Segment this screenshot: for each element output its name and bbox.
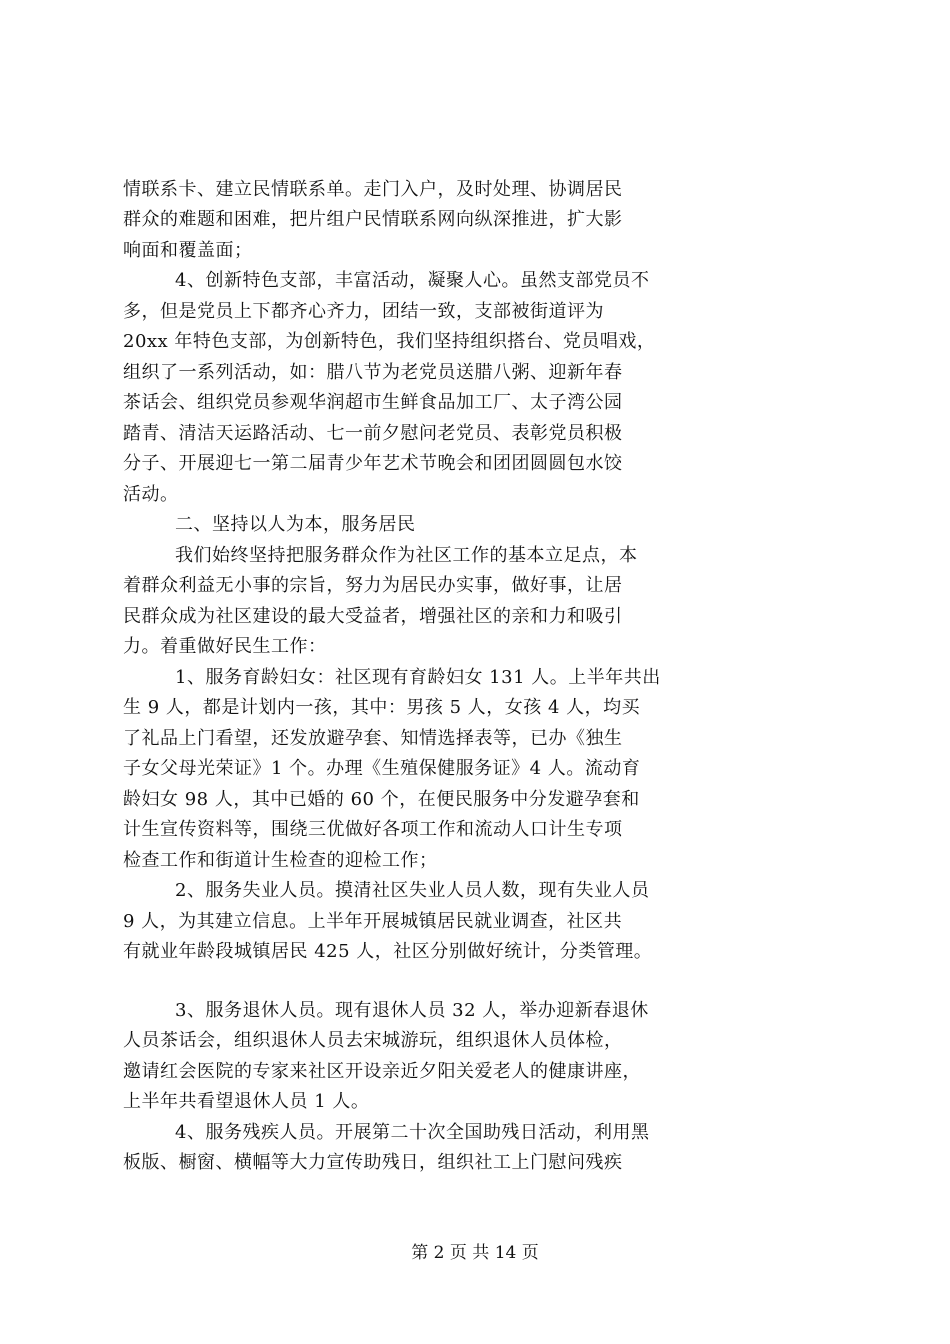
text-line: 人员茶话会，组织退休人员去宋城游玩，组织退休人员体检， <box>123 1030 623 1051</box>
text-line: 群众的难题和困难，把片组户民情联系网向纵深推进，扩大影 <box>123 209 623 230</box>
text-line: 力。着重做好民生工作： <box>123 636 327 657</box>
text-line: 9 人，为其建立信息。上半年开展城镇居民就业调查，社区共 <box>123 911 623 932</box>
text-line: 活动。 <box>123 484 179 505</box>
text-line: 1、服务育龄妇女：社区现有育龄妇女 131 人。上半年共出 <box>175 667 661 688</box>
text-line: 有就业年龄段城镇居民 425 人，社区分别做好统计，分类管理。 <box>123 941 653 962</box>
text-line: 着群众利益无小事的宗旨，努力为居民办实事，做好事，让居 <box>123 575 623 596</box>
text-line: 4、创新特色支部，丰富活动，凝聚人心。虽然支部党员不 <box>175 270 650 291</box>
text-line: 4、服务残疾人员。开展第二十次全国助残日活动，利用黑 <box>175 1122 650 1143</box>
text-line: 龄妇女 98 人，其中已婚的 60 个，在便民服务中分发避孕套和 <box>123 789 640 810</box>
text-line: 踏青、清洁天运路活动、七一前夕慰问老党员、表彰党员积极 <box>123 423 623 444</box>
text-line: 2、服务失业人员。摸清社区失业人员人数，现有失业人员 <box>175 880 650 901</box>
text-line: 响面和覆盖面； <box>123 240 253 261</box>
text-line: 3、服务退休人员。现有退休人员 32 人，举办迎新春退休 <box>175 1000 649 1021</box>
text-line: 子女父母光荣证》1 个。办理《生殖保健服务证》4 人。流动育 <box>123 758 641 779</box>
section-heading: 二、坚持以人为本，服务居民 <box>175 514 416 535</box>
text-line: 民群众成为社区建设的最大受益者，增强社区的亲和力和吸引 <box>123 606 623 627</box>
text-line: 情联系卡、建立民情联系单。走门入户，及时处理、协调居民 <box>123 179 623 200</box>
text-line: 多，但是党员上下都齐心齐力，团结一致，支部被街道评为 <box>123 301 604 322</box>
text-line: 板版、橱窗、横幅等大力宣传助残日，组织社工上门慰问残疾 <box>123 1152 623 1173</box>
text-line: 分子、开展迎七一第二届青少年艺术节晚会和团团圆圆包水饺 <box>123 453 623 474</box>
text-line: 计生宣传资料等，围绕三优做好各项工作和流动人口计生专项 <box>123 819 623 840</box>
text-line: 我们始终坚持把服务群众作为社区工作的基本立足点，本 <box>175 545 638 566</box>
text-line: 茶话会、组织党员参观华润超市生鲜食品加工厂、太子湾公园 <box>123 392 623 413</box>
page-number-footer: 第 2 页 共 14 页 <box>411 1243 539 1263</box>
text-line: 组织了一系列活动，如：腊八节为老党员送腊八粥、迎新年春 <box>123 362 623 383</box>
text-line: 20xx 年特色支部，为创新特色，我们坚持组织搭台、党员唱戏， <box>123 331 656 352</box>
text-line: 检查工作和街道计生检查的迎检工作； <box>123 850 438 871</box>
text-line: 上半年共看望退休人员 1 人。 <box>123 1091 370 1112</box>
text-line: 生 9 人，都是计划内一孩，其中：男孩 5 人，女孩 4 人，均买 <box>123 697 641 718</box>
text-line: 了礼品上门看望，还发放避孕套、知情选择表等，已办《独生 <box>123 728 623 749</box>
text-line: 邀请红会医院的专家来社区开设亲近夕阳关爱老人的健康讲座， <box>123 1061 641 1082</box>
